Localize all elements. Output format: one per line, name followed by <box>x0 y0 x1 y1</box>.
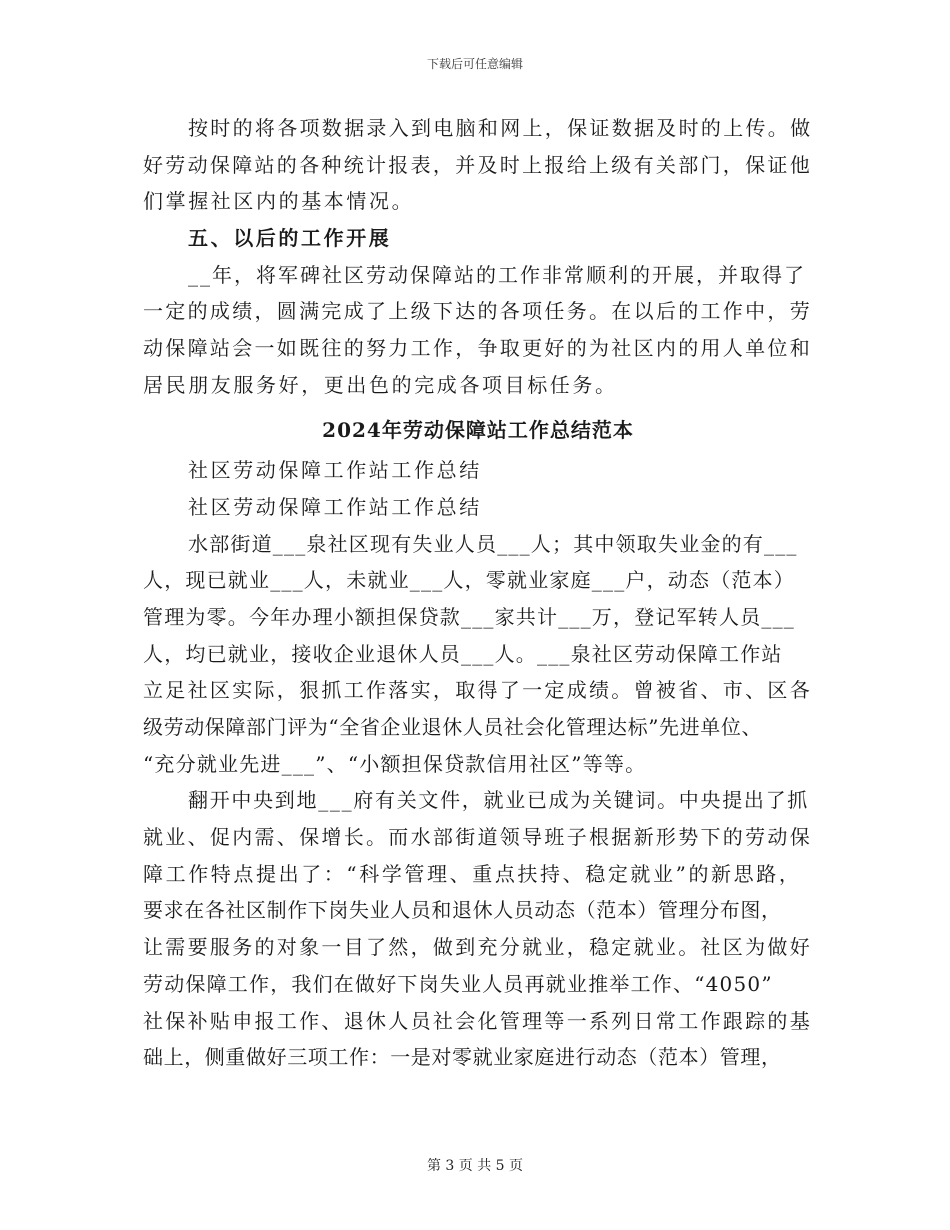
text-line: 按时的将各项数据录入到电脑和网上，保证数据及时的上传。做 <box>188 116 813 140</box>
text-line: 要求在各社区制作下岗失业人员和退休人员动态（范本）管理分布图， <box>143 898 782 923</box>
paragraph-two <box>143 782 813 1076</box>
paragraph-one <box>143 526 813 783</box>
text-line: 立足社区实际，狠抓工作落实，取得了一定成绩。曾被省、市、区各 <box>143 678 812 703</box>
text-line: 础上，侧重做好三项工作：一是对零就业家庭进行动态（范本）管理， <box>143 1045 782 1070</box>
text-line: 居民朋友服务好，更出色的完成各项目标任务。 <box>143 372 618 397</box>
text-line: 级劳动保障部门评为“全省企业退休人员社会化管理达标”先进单位、 <box>143 715 763 739</box>
page-footer: 第 3 页 共 5 页 <box>426 1158 524 1174</box>
text-line: 翻开中央到地___府有关文件，就业已成为关键词。中央提出了抓 <box>188 788 809 813</box>
intro-paragraph <box>143 110 813 220</box>
text-line: 劳动保障工作，我们在做好下岗失业人员再就业推举工作、“4050” <box>143 971 773 996</box>
subtitle: 社区劳动保障工作站工作总结 <box>188 458 482 483</box>
text-line: 好劳动保障站的各种统计报表，并及时上报给上级有关部门，保证他 <box>143 152 812 177</box>
page-header: 下载后可任意编辑 <box>426 57 523 71</box>
text-line: 人，均已就业，接收企业退休人员___人。___泉社区劳动保障工作站 <box>143 641 783 666</box>
text-line: 动保障站会一如既往的努力工作，争取更好的为社区内的用人单位和 <box>143 336 812 361</box>
text-line: 水部街道___泉社区现有失业人员___人；其中领取失业金的有___ <box>188 531 798 556</box>
text-line: 管理为零。今年办理小额担保贷款___家共计___万，登记军转人员___ <box>143 604 795 629</box>
text-line: 人，现已就业___人，未就业___人，零就业家庭___户，动态（范本） <box>143 568 795 593</box>
text-line: 一定的成绩，圆满完成了上级下达的各项任务。在以后的工作中，劳 <box>143 299 812 324</box>
section-heading: 五、以后的工作开展 <box>188 226 392 251</box>
text-line: 就业、促内需、保增长。而水部街道领导班子根据新形势下的劳动保 <box>143 825 812 850</box>
text-line: 社保补贴申报工作、退休人员社会化管理等一系列日常工作跟踪的基 <box>143 1008 812 1033</box>
subtitle: 社区劳动保障工作站工作总结 <box>188 494 482 519</box>
text-line: “充分就业先进___”、“小额担保贷款信用社区”等等。 <box>143 751 647 776</box>
document-body <box>143 110 813 1076</box>
text-line: 障工作特点提出了：“科学管理、重点扶持、稳定就业”的新思路， <box>143 861 802 886</box>
text-line: 让需要服务的对象一目了然，做到充分就业，稳定就业。社区为做好 <box>143 935 812 960</box>
section-five-paragraph <box>143 257 813 404</box>
text-line: 们掌握社区内的基本情况。 <box>143 189 415 214</box>
document-title: 2024年劳动保障站工作总结范本 <box>322 417 634 442</box>
text-line: __年，将军碑社区劳动保障站的工作非常顺利的开展，并取得了 <box>188 262 806 287</box>
